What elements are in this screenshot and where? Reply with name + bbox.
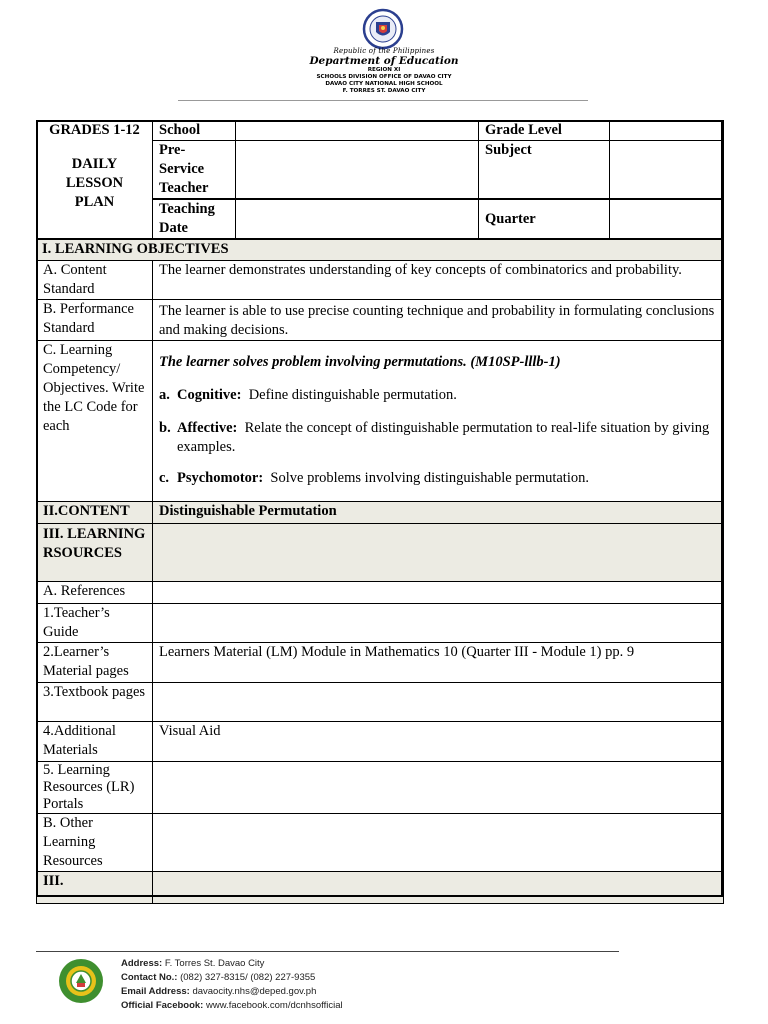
objective-letter: c. [159,469,170,486]
objective-key: Affective: [177,419,238,436]
other-resources-value [153,813,724,871]
header-divider [178,100,588,101]
objective-item [159,386,717,405]
teachers-guide-value [153,603,724,642]
footer-facebook-label: Official Facebook: [121,1000,204,1011]
footer-address-label: Address: [121,958,163,969]
subject-label: Subject [479,141,610,200]
footer-facebook: www.facebook.com/dcnhsofficial [206,1000,343,1011]
content-label: II.CONTENT [37,501,153,523]
grades-cell [37,121,153,141]
footer-contact [121,957,343,1013]
teachers-guide-label: 1.Teacher’s Guide [37,603,153,642]
textbook-label: 3.Textbook pages [37,682,153,721]
header-department: Department of Education [309,55,459,67]
additional-materials-label: 4.Additional Materials [37,721,153,761]
lr-portal-label: 5. Learning Resources (LR) Portals [37,761,153,813]
footer-address: F. Torres St. Davao City [164,958,265,969]
quarter-label: Quarter [479,199,610,239]
objective-letter: b. [159,419,171,436]
lr-portal-value [153,761,724,813]
objective-item [159,469,717,488]
competency-label: C. Learning Competency/ Objectives. Write the LC Code for each [37,340,153,501]
teacher-value [236,141,479,200]
objective-text: Define distinguishable permutation. [248,386,457,403]
footer-email: davaocity.nhs@deped.gov.ph [192,986,317,997]
objective-text: Relate the concept of distinguishable permutation to real-life situation by giving examples. [177,419,710,455]
other-resources-label: B. Other Learning Resources [37,813,153,871]
plan-title: DAILY LESSON PLAN [65,155,124,210]
grade-level-label: Grade Level [479,121,610,141]
next-section-heading: III. [37,871,153,903]
content-standard-text: The learner demonstrates understanding of key concepts of combinatorics and probability. [153,260,724,299]
objective-item [159,419,717,457]
date-value [236,199,479,239]
header-text-block [0,47,768,95]
header-division: SCHOOLS DIVISION OFFICE OF DAVAO CITY [316,74,452,80]
performance-standard-text: The learner is able to use precise counting technique and probability in formulating conclusions and making decisions. [153,299,724,340]
header-region: REGION XI [367,67,401,73]
content-value: Distinguishable Permutation [153,501,724,523]
subject-value [610,141,724,200]
quarter-value [610,199,724,239]
objective-key: Cognitive: [177,386,242,403]
textbook-value [153,682,724,721]
learners-material-label: 2.Learner’s Material pages [37,642,153,682]
plan-title-cell [37,141,153,240]
footer-contact-number: (082) 327-8315/ (082) 227-9355 [180,972,316,983]
objective-letter: a. [159,386,170,403]
performance-standard-label: B. Performance Standard [37,299,153,340]
school-value [236,121,479,141]
objective-text: Solve problems involving distinguishable permutation. [270,469,589,486]
grades-label: GRADES 1-12 [49,122,140,138]
next-section-value [153,871,724,903]
objective-key: Psychomotor: [177,469,264,486]
lesson-plan-table [36,120,724,904]
references-label: A. References [37,581,153,603]
competency-cell [153,340,724,501]
resources-heading: III. LEARNING RSOURCES [37,523,153,581]
footer-divider [36,951,619,952]
header-school: DAVAO CITY NATIONAL HIGH SCHOOL [325,81,443,87]
header-address: F. TORRES ST. DAVAO CITY [342,88,426,94]
date-label: Teaching Date [153,199,236,239]
school-label: School [153,121,236,141]
footer-contact-label: Contact No.: [121,972,178,983]
objectives-heading: I. LEARNING OBJECTIVES [37,239,724,260]
grade-level-value [610,121,724,141]
additional-materials-value: Visual Aid [153,721,724,761]
learners-material-value: Learners Material (LM) Module in Mathematics 10 (Quarter III - Module 1) pp. 9 [153,642,724,682]
footer-email-label: Email Address: [121,986,190,997]
deped-seal-icon [356,8,410,50]
school-logo-icon [58,958,104,1004]
references-value [153,581,724,603]
content-standard-label: A. Content Standard [37,260,153,299]
teacher-label: Pre-Service Teacher [153,141,236,200]
header-republic: Republic of the Philippines [333,47,435,55]
competency-title: The learner solves problem involving permutations. (M10SP-lllb-1) [159,353,561,370]
resources-heading-value [153,523,724,581]
